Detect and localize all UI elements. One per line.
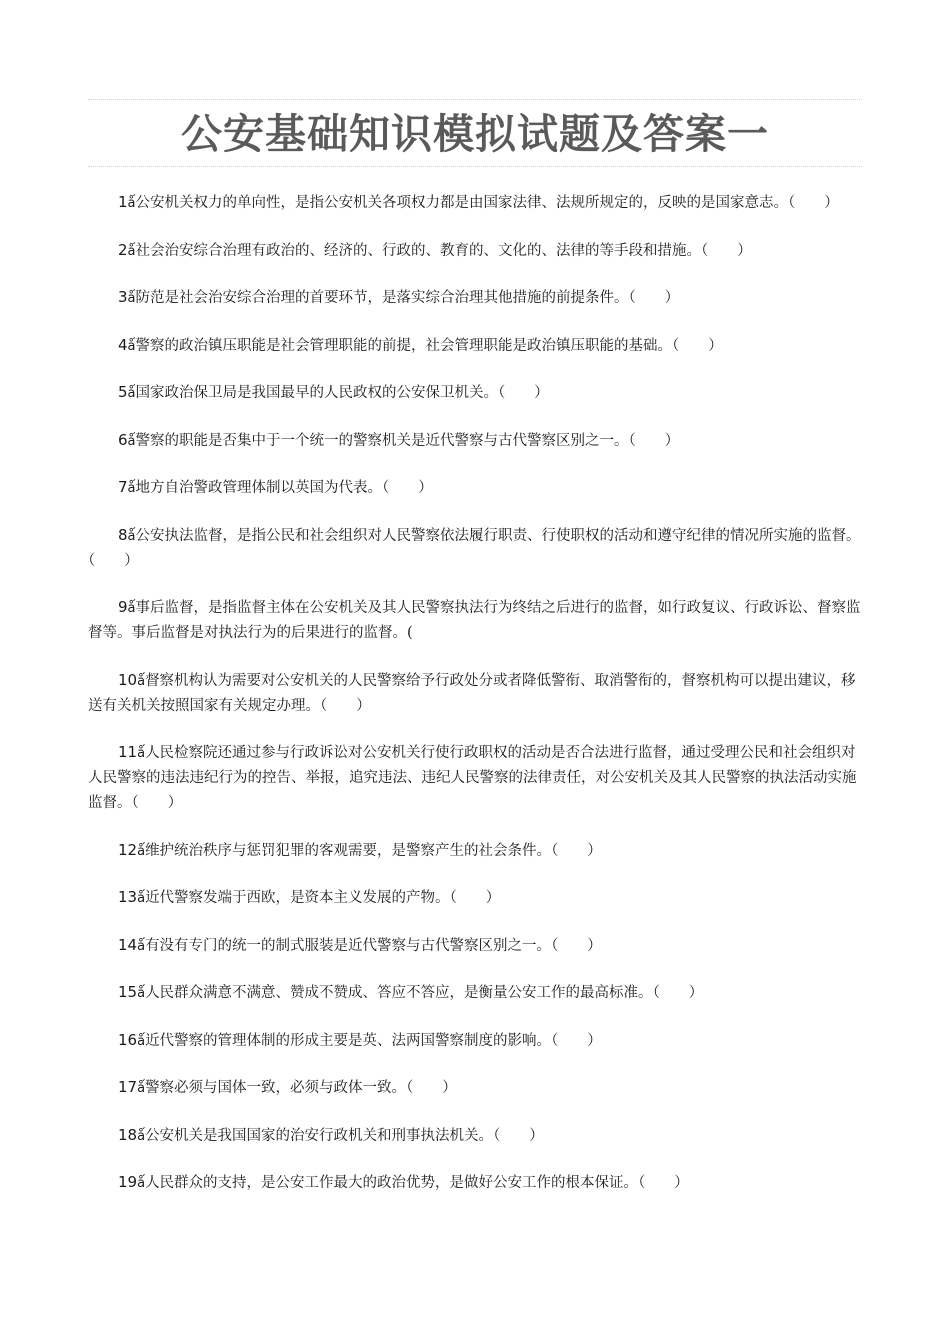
question-separator: ǻ xyxy=(137,938,146,954)
question-number: 3 xyxy=(118,288,128,306)
question-list xyxy=(88,190,862,1218)
answer-blank: （ ） xyxy=(551,1032,602,1049)
question-number: 10 xyxy=(118,670,138,689)
question-number: 2 xyxy=(118,240,128,259)
question-text: 事后监督，是指监督主体在公安机关及其人民警察执法行为终结之后进行的监督，如行政复议、行政诉讼、督察监督等。事后监督是对执法行为的后果进行的监督。 xyxy=(88,600,861,641)
question-item xyxy=(88,190,862,216)
question-item xyxy=(88,885,862,911)
question-text: 公安执法监督，是指公民和社会组织对人民警察依法履行职责、行使职权的活动和遵守纪律的情况所实施的监督。 xyxy=(135,527,861,544)
question-text: 人民检察院还通过参与行政诉讼对公安机关行使行政职权的活动是否合法进行监督，通过受理公民和社会组织对人民警察的违法违纪行为的控告、举报，追究违法、违纪人民警察的法律责任，对公安机关及其人民警察的执法活动实施监督。 xyxy=(88,745,857,811)
answer-blank: （ ） xyxy=(628,290,680,306)
question-separator: ǻ xyxy=(127,481,136,496)
question-separator: ǻ xyxy=(137,843,146,859)
question-number: 16 xyxy=(118,1030,138,1049)
question-separator: ǻ xyxy=(137,1081,146,1096)
question-separator: ǻ xyxy=(137,986,146,1001)
answer-blank: （ ） xyxy=(406,1080,457,1096)
answer-blank: （ ） xyxy=(551,842,602,859)
question-item xyxy=(88,1075,862,1101)
question-text: 国家政治保卫局是我国最早的人民政权的公安保卫机关。 xyxy=(135,385,499,401)
question-item xyxy=(88,1028,862,1054)
question-text: 督察机构认为需要对公安机关的人民警察给予行政处分或者降低警衔、取消警衔的，督察机构可以提出建议，移送有关机关按照国家有关规定办理。 xyxy=(88,672,856,714)
question-number: 8 xyxy=(118,525,128,544)
question-separator: ǻ xyxy=(137,1128,146,1144)
question-number: 7 xyxy=(118,478,128,496)
question-item xyxy=(88,380,862,406)
question-separator: ǻ xyxy=(137,673,146,689)
question-item xyxy=(88,668,862,719)
question-text: 近代警察的管理体制的形成主要是英、法两国警察制度的影响。 xyxy=(145,1032,552,1049)
answer-blank: （ ） xyxy=(320,697,371,714)
question-number: 1 xyxy=(118,193,128,211)
question-separator: ǻ xyxy=(127,196,136,211)
question-text: 社会治安综合治理有政治的、经济的、行政的、教育的、文化的、法律的等手段和措施。 xyxy=(135,242,702,259)
question-text: 公安机关权力的单向性，是指公安机关各项权力都是由国家法律、法规所规定的，反映的是国家意志。 xyxy=(135,195,789,211)
question-text: 人民群众满意不满意、赞成不赞成、答应不答应，是衡量公安工作的最高标准。 xyxy=(145,985,653,1001)
question-item xyxy=(88,238,862,264)
answer-blank: （ ） xyxy=(131,795,183,811)
question-text: 防范是社会治安综合治理的首要环节，是落实综合治理其他措施的前提条件。 xyxy=(135,290,629,306)
page-title: 公安基础知识模拟试题及答案一 xyxy=(181,110,769,158)
question-item xyxy=(88,933,862,959)
question-item xyxy=(88,1123,862,1149)
question-item xyxy=(88,1170,862,1196)
answer-blank: （ ） xyxy=(672,337,723,354)
question-separator: ǻ xyxy=(127,386,136,401)
question-number: 6 xyxy=(118,430,128,449)
question-number: 17 xyxy=(118,1078,138,1096)
title-bottom-rule xyxy=(88,166,862,167)
question-text: 维护统治秩序与惩罚犯罪的客观需要，是警察产生的社会条件。 xyxy=(145,842,552,859)
answer-blank: ( xyxy=(407,625,413,641)
question-text: 地方自治警政管理体制以英国为代表。 xyxy=(135,480,383,496)
question-number: 13 xyxy=(118,888,138,906)
question-separator: ǻ xyxy=(127,601,136,616)
question-text: 警察的职能是否集中于一个统一的警察机关是近代警察与古代警察区别之一。 xyxy=(135,432,629,449)
question-text: 近代警察发端于西欧，是资本主义发展的产物。 xyxy=(145,890,450,906)
question-number: 4 xyxy=(118,335,128,354)
question-number: 9 xyxy=(118,598,128,616)
question-item xyxy=(88,285,862,311)
question-text: 警察的政治镇压职能是社会管理职能的前提，社会管理职能是政治镇压职能的基础。 xyxy=(135,337,673,354)
question-item xyxy=(88,523,862,574)
answer-blank: （ ） xyxy=(498,385,549,401)
question-text: 有没有专门的统一的制式服装是近代警察与古代警察区别之一。 xyxy=(145,937,552,954)
question-separator: ǻ xyxy=(137,746,146,761)
answer-blank: （ ） xyxy=(88,552,139,569)
question-separator: ǻ xyxy=(137,1176,146,1191)
question-separator: ǻ xyxy=(127,338,136,354)
answer-blank: （ ） xyxy=(493,1127,544,1144)
question-number: 12 xyxy=(118,840,138,859)
question-item xyxy=(88,838,862,864)
answer-blank: （ ） xyxy=(382,480,433,496)
question-item xyxy=(88,740,862,816)
question-text: 警察必须与国体一致，必须与政体一致。 xyxy=(145,1080,407,1096)
question-text: 人民群众的支持，是公安工作最大的政治优势，是做好公安工作的根本保证。 xyxy=(145,1175,639,1191)
title-top-rule xyxy=(88,99,862,100)
question-number: 5 xyxy=(118,383,128,401)
question-number: 18 xyxy=(118,1125,138,1144)
question-item xyxy=(88,333,862,359)
question-separator: ǻ xyxy=(127,291,136,306)
question-separator: ǻ xyxy=(127,243,136,259)
answer-blank: （ ） xyxy=(701,242,752,259)
question-number: 19 xyxy=(118,1173,138,1191)
answer-blank: （ ） xyxy=(551,937,602,954)
question-separator: ǻ xyxy=(127,528,136,544)
answer-blank: （ ） xyxy=(449,890,501,906)
answer-blank: （ ） xyxy=(652,985,704,1001)
answer-blank: （ ） xyxy=(788,195,839,211)
question-number: 11 xyxy=(118,743,138,761)
question-item xyxy=(88,428,862,454)
question-number: 14 xyxy=(118,935,138,954)
question-item xyxy=(88,980,862,1006)
answer-blank: （ ） xyxy=(638,1175,689,1191)
answer-blank: （ ） xyxy=(628,432,680,449)
question-item xyxy=(88,595,862,646)
question-separator: ǻ xyxy=(137,891,146,906)
question-separator: ǻ xyxy=(137,1033,146,1049)
question-separator: ǻ xyxy=(127,433,136,449)
question-item xyxy=(88,475,862,501)
question-text: 公安机关是我国国家的治安行政机关和刑事执法机关。 xyxy=(145,1127,494,1144)
question-number: 15 xyxy=(118,983,138,1001)
